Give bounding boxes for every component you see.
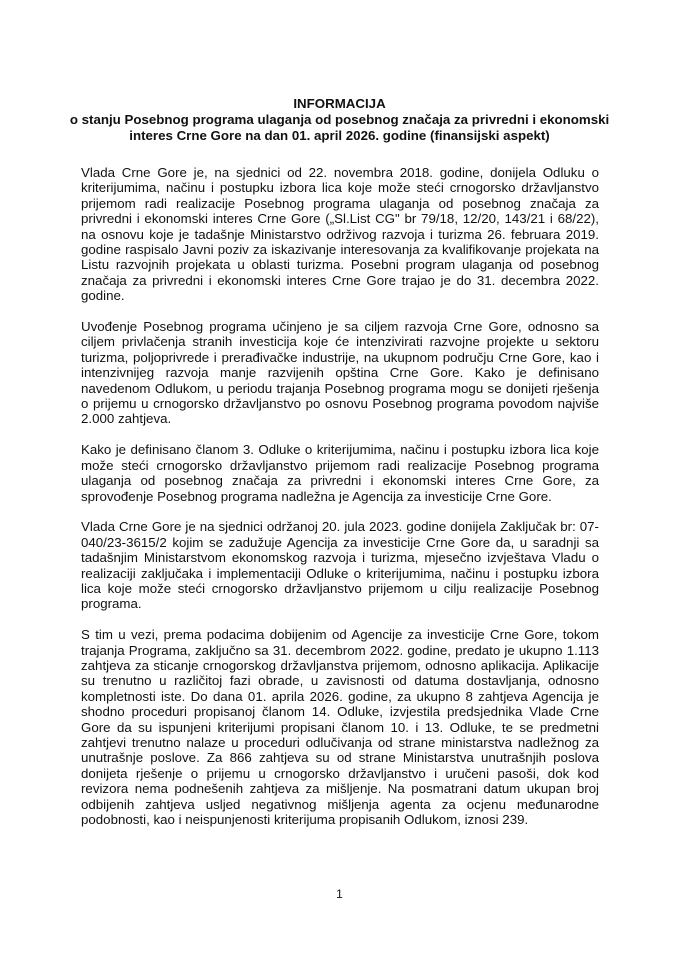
title-subtitle-line-2: interes Crne Gore na dan 01. april 2026. godine (finansijski aspekt) [129, 128, 550, 143]
paragraph-program-goals: Uvođenje Posebnog programa učinjeno je sa ciljem razvoja Crne Gore, odnosno sa ciljem privlačenja stranih investicija koje će intenzivirati razvojne projekte u sektoru turizma, poljoprivrede i prerađivačke industrije, na ukupnom području Crne Gore, kao i intenzivnijeg razvoja manje razvijenih opština Crne Gore. Kako je definisano navedenom Odlukom, u periodu trajanja Posebnog programa mogu se donijeti rješenja o prijemu u crnogorsko državljanstvo po osnovu Posebnog programa povodom najviše 2.000 zahtjeva. [81, 319, 599, 427]
document-title [60, 96, 619, 144]
title-subtitle-line-1: o stanju Posebnog programa ulaganja od posebnog značaja za privredni i ekonomski [69, 112, 610, 127]
paragraph-application-status: S tim u vezi, prema podacima dobijenim od Agencije za investicije Crne Gore, tokom trajanja Programa, zaključno sa 31. decembrom 2022. godine, predato je ukupno 1.113 zahtjeva za sticanje crnogorskog državljanstva prijemom, odnosno aplikacija. Aplikacije su trenutno u različitoj fazi obrade, u zavisnosti od datuma dostavljanja, odnosno kompletnosti iste. Do dana 01. aprila 2026. godine, za ukupno 8 zahtjeva Agencija je shodno proceduri propisanoj članom 14. Odluke, izvjestila predsjednika Vlade Crne Gore da su ispunjeni kriterijumi propisani članom 10. i 13. Odluke, te se predmetni zahtjevi trenutno nalaze u proceduri odlučivanja od strane ministarstva nadležnog za unutrašnje poslove. Za 866 zahtjeva su od strane Ministarstva unutrašnjih poslova donijeta rješenje o prijemu u crnogorsko državljanstvo i uručeni pasoši, dok kod revizora nema podnešenih zahtjeva za mišljenje. Na posmatrani datum ukupan broj odbijenih zahtjeva usljed negativnog mišljenja agenta za ocjenu međunarodne podobnosti, kao i neispunjenosti kriterijuma propisanih Odlukom, iznosi 239. [81, 627, 599, 827]
paragraph-conclusion-2023: Vlada Crne Gore je na sjednici održanoj 20. jula 2023. godine donijela Zaključak br: 07-040/23-3615/2 kojim se zadužuje Agencija za investicije Crne Gore da, u saradnji sa tadašnjim Ministarstvom ekonomskog razvoja i turizma, mjesečno izvještava Vladu o realizaciji zaključaka i implementaciji Odluke o kriterijumima, načinu i postupku izbora lica koje može steći crnogorsko državljanstvo prijemom u cilju realizacije Posebnog programa. [81, 519, 599, 612]
paragraph-decision-2018: Vlada Crne Gore je, na sjednici od 22. novembra 2018. godine, donijela Odluku o kriterijumima, načinu i postupku izbora lica koje može steći crnogorsko državljanstvo prijemom radi realizacije Posebnog programa ulaganja od posebnog značaja za privredni i ekonomski interes Crne Gore („Sl.List CG" br 79/18, 12/20, 143/21 i 68/22), na osnovu koje je tadašnje Ministarstvo održivog razvoja i turizma 26. februara 2019. godine raspisalo Javni poziv za iskazivanje interesovanja za kvalifikovanje projekata na Listu razvojnih projekata u oblasti turizma. Posebni program ulaganja od posebnog značaja za privredni i ekonomski interes Crne Gore trajao je do 31. decembra 2022. godine. [81, 165, 599, 304]
title-heading: INFORMACIJA [293, 96, 386, 111]
document-body [81, 165, 599, 843]
page-number: 1 [336, 887, 343, 901]
paragraph-competent-agency: Kako je definisano članom 3. Odluke o kriterijumima, načinu i postupku izbora lica koje može steći crnogorsko državljanstvo prijemom radi realizacije Posebnog programa ulaganja od posebnog značaja za privredni i ekonomski interes Crne Gore, za sprovođenje Posebnog programa nadležna je Agencija za investicije Crne Gore. [81, 442, 599, 504]
